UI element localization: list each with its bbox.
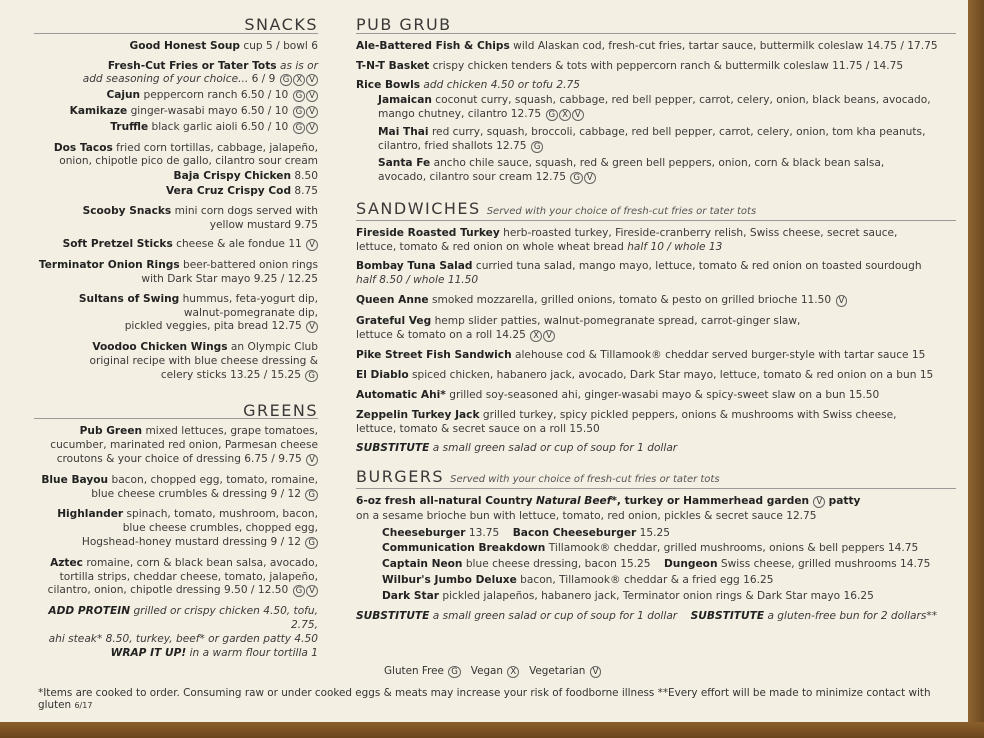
vegan-icon: X — [507, 666, 519, 678]
right-column — [356, 15, 956, 623]
menu-item-communication-breakdown: Communication Breakdown Tillamook® cheddar, grilled mushrooms, onions & bell peppers 14.75 — [382, 542, 919, 555]
gluten-free-icon: G — [531, 141, 544, 153]
vegetarian-icon: V — [306, 90, 318, 102]
menu-item-mai-thai: Mai Thai red curry, squash, broccoli, cabbage, red bell pepper, carrot, celery, onion, tom kha peanuts, cilantro, fried shallots 12.75 G — [378, 125, 926, 152]
menu-item-automatic-ahi: Automatic Ahi* grilled soy-seasoned ahi, ginger-wasabi mayo & spicy-sweet slaw on a bun 15.50 — [356, 388, 880, 401]
menu-item-vera: Vera Cruz Crispy Cod 8.75 — [166, 184, 318, 197]
gluten-free-icon: G — [305, 489, 318, 501]
dietary-legend: Gluten Free G Vegan X Vegetarian V — [384, 665, 601, 677]
snacks-title: SNACKS — [34, 18, 318, 34]
gluten-free-icon: G — [305, 370, 318, 382]
menu-item-voodoo: Voodoo Chicken Wings an Olympic Club original recipe with blue cheese dressing & celery sticks 13.25 / 15.25 G — [89, 341, 318, 381]
menu-item-blue-bayou: Blue Bayou bacon, chopped egg, tomato, romaine, blue cheese crumbles & dressing 9 / 12 G — [41, 473, 318, 500]
wrap-it-up: WRAP IT UP! in a warm flour tortilla 1 — [110, 647, 318, 660]
gluten-free-icon: G — [546, 109, 559, 121]
footnote: *Items are cooked to order. Consuming raw or under cooked eggs & meats may increase your risk of foodborne illness **Every effort will be made to minimize contact with gluten 6/17 — [38, 687, 931, 711]
gluten-free-icon: G — [280, 74, 293, 86]
vegetarian-icon: V — [306, 321, 318, 333]
menu-item-truffle: Truffle black garlic aioli 6.50 / 10 G V — [34, 121, 318, 136]
menu-item-tacos: Dos Tacos fried corn tortillas, cabbage, jalapeño, onion, chipotle pico de gallo, cilantro sour cream — [53, 141, 318, 168]
burgers-title: BURGERS Served with your choice of fresh-cut fries or tater tots — [356, 470, 956, 489]
vegetarian-icon: V — [306, 74, 318, 86]
menu-item-wilbur: Wilbur's Jumbo Deluxe bacon, Tillamook® cheddar & a fried egg 16.25 — [382, 573, 774, 586]
menu-item-fireside-turkey: Fireside Roasted Turkey herb-roasted turkey, Fireside-cranberry relish, Swiss cheese, secret sauce, lettuce, tomato & red onion on whole wheat bread half 10 / whole 13 — [356, 226, 898, 253]
vegetarian-icon: V — [836, 295, 848, 307]
vegetarian-icon: V — [306, 239, 318, 251]
menu-item-tnt: T-N-T Basket crispy chicken tenders & tots with peppercorn ranch & buttermilk coleslaw 11.75 / 14.75 — [356, 59, 904, 72]
vegetarian-icon: V — [306, 585, 318, 597]
menu-item-el-diablo: El Diablo spiced chicken, habanero jack, avocado, Dark Star mayo, lettuce, tomato & red onion on a bun 15 — [356, 369, 934, 382]
wood-table-edge-bottom — [0, 722, 984, 738]
menu-item-dark-star: Dark Star pickled jalapeños, habanero jack, Terminator onion rings & Dark Star mayo 16.25 — [382, 589, 874, 602]
vegan-icon: X — [559, 109, 571, 121]
gluten-free-icon: G — [293, 585, 306, 597]
menu-item-scooby: Scooby Snacks mini corn dogs served with yellow mustard 9.75 — [82, 204, 318, 231]
menu-item-fries: Fresh-Cut Fries or Tater Tots as is or add seasoning of your choice... 6 / 9 G X V — [82, 59, 318, 86]
rice-bowls: Rice Bowls add chicken 4.50 or tofu 2.75 — [356, 79, 580, 92]
sandwich-substitute: SUBSTITUTE a small green salad or cup of soup for 1 dollar — [356, 442, 678, 455]
menu-item-queen-anne: Queen Anne smoked mozzarella, grilled onions, tomato & pesto on grilled brioche 11.50 V — [356, 294, 956, 309]
menu-item-grateful-veg: Grateful Veg hemp slider patties, walnut-pomegranate spread, carrot-ginger slaw, lettuce & tomato on a roll 14.25 X V — [356, 314, 801, 341]
vegetarian-icon: V — [306, 106, 318, 118]
vegan-icon: X — [293, 74, 305, 86]
gluten-free-icon: G — [293, 90, 306, 102]
menu-item-santa-fe: Santa Fe ancho chile sauce, squash, red & green bell peppers, onion, corn & black bean salsa, avocado, cilantro sour cream 12.75 G V — [378, 157, 885, 184]
gluten-free-icon: G — [293, 106, 306, 118]
menu-item-zeppelin: Zeppelin Turkey Jack grilled turkey, spicy pickled peppers, onions & mushrooms with Swiss cheese, lettuce, tomato & secret sauce on a roll 15.50 — [356, 408, 897, 435]
burger-substitute: SUBSTITUTE a small green salad or cup of soup for 1 dollar SUBSTITUTE a gluten-free bun for 2 dollars** — [356, 609, 937, 622]
menu-item-pike-street: Pike Street Fish Sandwich alehouse cod & Tillamook® cheddar served burger-style with tartar sauce 15 — [356, 349, 926, 362]
vegetarian-icon: V — [306, 454, 318, 466]
vegetarian-icon: V — [306, 122, 318, 134]
gluten-free-icon: G — [305, 537, 318, 549]
vegetarian-icon: V — [813, 496, 825, 508]
menu-item-fish-chips: Ale-Battered Fish & Chips wild Alaskan cod, fresh-cut fries, tartar sauce, buttermilk coleslaw 14.75 / 17.75 — [356, 39, 938, 52]
gluten-free-icon: G — [448, 666, 461, 678]
left-column — [34, 15, 318, 662]
pub-grub-title: PUB GRUB — [356, 18, 956, 34]
menu-item-soup: Good Honest Soup cup 5 / bowl 6 — [129, 39, 318, 52]
add-protein: ADD PROTEIN grilled or crispy chicken 4.50, tofu, 2.75, ahi steak* 8.50, turkey, beef* or garden patty 4.50 — [48, 605, 318, 645]
menu-item-captain-neon: Captain Neon blue cheese dressing, bacon 15.25 Dungeon Swiss cheese, grilled mushrooms 14.75 — [382, 558, 931, 571]
gluten-free-icon: G — [293, 122, 306, 134]
vegetarian-icon: V — [584, 172, 596, 184]
menu-item-cajun: Cajun peppercorn ranch 6.50 / 10 G V — [34, 89, 318, 104]
menu-item-cheeseburger: Cheeseburger 13.75 Bacon Cheeseburger 15.25 — [382, 526, 670, 539]
menu-item-baja: Baja Crispy Chicken 8.50 — [173, 170, 318, 183]
menu-item-pretzel: Soft Pretzel Sticks cheese & ale fondue 11 V — [34, 238, 318, 253]
menu-item-onion-rings: Terminator Onion Rings beer-battered onion rings with Dark Star mayo 9.25 / 12.25 — [38, 259, 318, 285]
sandwiches-title: SANDWICHES Served with your choice of fresh-cut fries or tater tots — [356, 202, 956, 221]
menu-item-highlander: Highlander spinach, tomato, mushroom, bacon, blue cheese crumbles, chopped egg, Hogshead-honey mustard dressing 9 / 12 G — [57, 508, 318, 548]
menu-item-aztec: Aztec romaine, corn & black bean salsa, avocado, tortilla strips, cheddar cheese, tomato, jalapeño, cilantro, onion, chipotle dressing 9.50 / 12.50 G V — [47, 556, 318, 597]
gluten-free-icon: G — [570, 172, 583, 184]
menu-item-pub-green: Pub Green mixed lettuces, grape tomatoes, cucumber, marinated red onion, Parmesan cheese croutons & your choice of dressing 6.75 / 9.75 V — [50, 425, 318, 465]
vegetarian-icon: V — [590, 666, 602, 678]
wood-table-edge — [968, 0, 984, 738]
burger-intro: 6-oz fresh all-natural Country Natural Beef*, turkey or Hammerhead garden V patty on a sesame brioche bun with lettuce, tomato, red onion, pickles & secret sauce 12.75 — [356, 494, 861, 522]
vegetarian-icon: V — [572, 109, 584, 121]
menu-item-kamikaze: Kamikaze ginger-wasabi mayo 6.50 / 10 G V — [34, 105, 318, 120]
vegetarian-icon: V — [543, 330, 555, 342]
menu-item-bombay-tuna: Bombay Tuna Salad curried tuna salad, mango mayo, lettuce, tomato & red onion on toasted sourdough half 8.50 / whole 11.50 — [356, 260, 922, 287]
vegan-icon: X — [530, 330, 542, 342]
greens-title: GREENS — [34, 404, 318, 420]
menu-item-sultans: Sultans of Swing hummus, feta-yogurt dip, walnut-pomegranate dip, pickled veggies, pita bread 12.75 V — [78, 292, 318, 333]
menu-item-jamaican: Jamaican coconut curry, squash, cabbage, red bell pepper, carrot, celery, onion, black beans, avocado, mango chutney, cilantro 12.75 G X V — [378, 94, 931, 120]
